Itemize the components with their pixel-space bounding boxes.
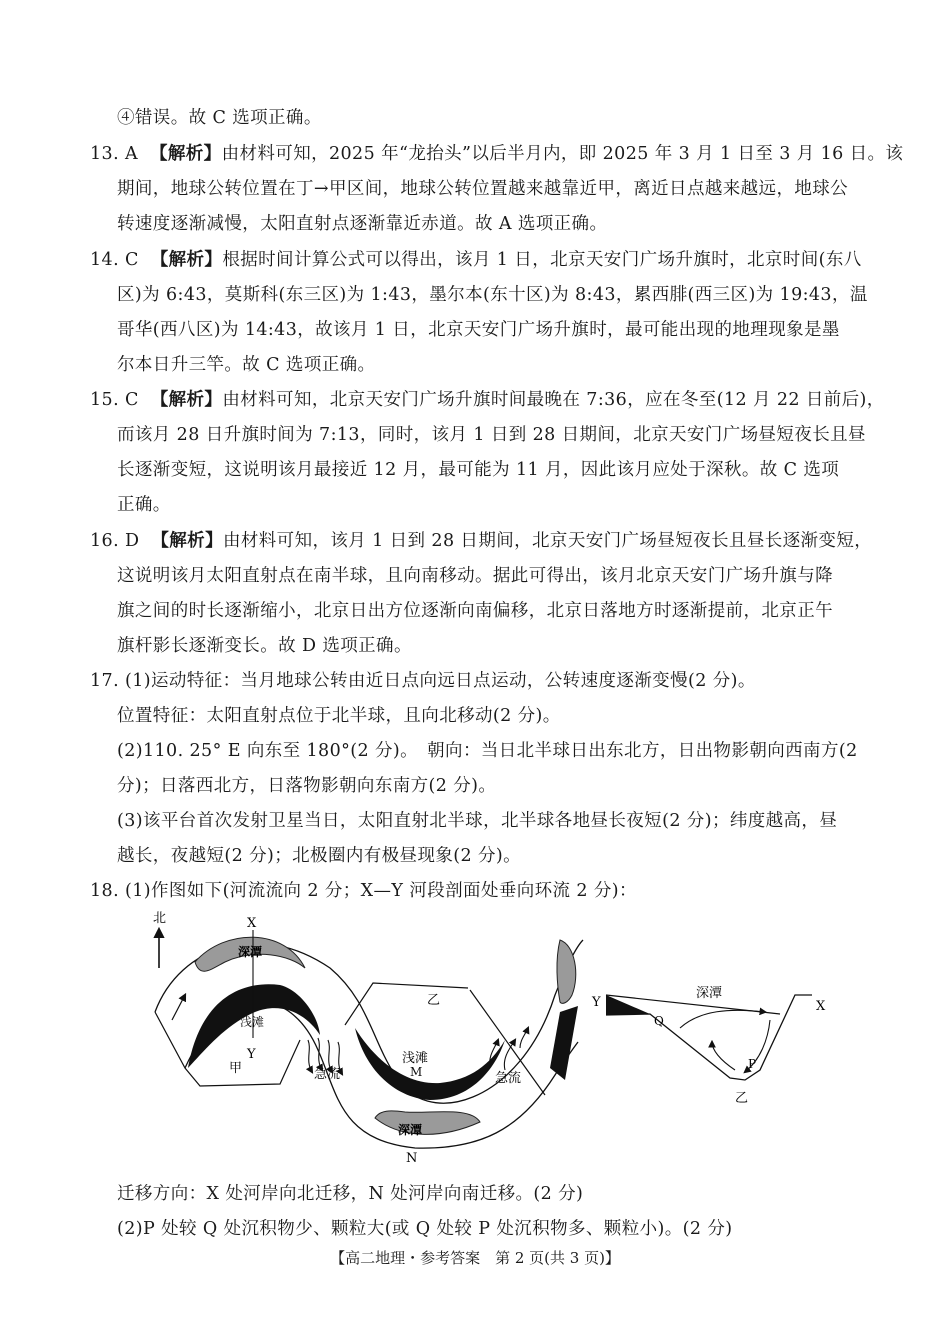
intro-text: ④错误。故 C 选项正确。 bbox=[117, 108, 322, 128]
shoal-right bbox=[550, 1006, 578, 1080]
rapid-arrow-6 bbox=[504, 1040, 515, 1070]
q14-analysis-tag: 【解析】 bbox=[150, 250, 223, 270]
q13-text-1: 由材料可知，2025 年“龙抬头”以后半月内，即 2025 年 3 月 1 日至 3 月 16 日。该 bbox=[221, 144, 904, 164]
q15-line-1 bbox=[90, 386, 885, 411]
q13-number: 13. A bbox=[90, 144, 139, 164]
q13-line-2: 期间，地球公转位置在丁→甲区间，地球公转位置越来越靠近甲，离近日点越来越远，地球公 bbox=[117, 179, 849, 199]
q17-line-6: 越长，夜越短(2 分)；北极圈内有极昼现象(2 分)。 bbox=[117, 846, 522, 866]
label-yi: 乙 bbox=[427, 993, 441, 1008]
q16-line-1 bbox=[90, 527, 872, 552]
section-label-y: Y bbox=[592, 995, 601, 1010]
q18-part-2: (2)P 处较 Q 处沉积物少、颗粒大(或 Q 处较 P 处沉积物多、颗粒小)。(2 分) bbox=[117, 1219, 733, 1239]
q16-text-1: 由材料可知，该月 1 日到 28 日期间，北京天安门广场昼短夜长且昼长逐渐变短， bbox=[222, 531, 873, 551]
label-pool-2: 深潭 bbox=[398, 1123, 423, 1137]
section-riverbed bbox=[606, 995, 812, 1080]
section-circulation-top bbox=[680, 1010, 765, 1028]
label-n: N bbox=[406, 1151, 418, 1166]
river-diagram bbox=[0, 900, 950, 1175]
label-rapid-2: 急流 bbox=[495, 1071, 522, 1086]
label-y: Y bbox=[247, 1047, 256, 1062]
label-x: X bbox=[247, 916, 257, 931]
q14-line-3: 哥华(西八区)为 14:43，故该月 1 日，北京天安门广场升旗时，最可能出现的地理现象是墨 bbox=[117, 320, 840, 340]
section-label-yi: 乙 bbox=[735, 1091, 749, 1106]
q17-line-1: 17. (1)运动特征：当月地球公转由近日点向远日点运动，公转速度逐渐变慢(2 分)。 bbox=[90, 671, 756, 691]
shoal-lower bbox=[355, 1028, 505, 1100]
q14-line-1 bbox=[90, 246, 862, 271]
q14-number: 14. C bbox=[90, 250, 139, 270]
label-rapid-1: 急流 bbox=[314, 1067, 341, 1082]
deep-pool-right bbox=[557, 940, 576, 1003]
rapid-arrow-7 bbox=[520, 1028, 528, 1048]
q18-line-1: 18. (1)作图如下(河流流向 2 分；X—Y 河段剖面处垂向环流 2 分)： bbox=[90, 881, 637, 901]
label-jia: 甲 bbox=[229, 1061, 243, 1076]
q14-text-1: 根据时间计算公式可以得出，该月 1 日，北京天安门广场升旗时，北京时间(东八 bbox=[222, 250, 862, 270]
label-pool-1: 深潭 bbox=[238, 945, 263, 959]
q15-analysis-tag: 【解析】 bbox=[150, 390, 223, 410]
q13-line-3: 转速度逐渐减慢，太阳直射点逐渐靠近赤道。故 A 选项正确。 bbox=[117, 214, 608, 234]
q15-line-3: 长逐渐变短，这说明该月最接近 12 月，最可能为 11 月，因此该月应处于深秋。故 C 选项 bbox=[117, 460, 840, 480]
q14-line-4: 尔本日升三竿。故 C 选项正确。 bbox=[117, 355, 376, 375]
q16-number: 16. D bbox=[90, 531, 140, 551]
rapid-arrow-1 bbox=[308, 1040, 312, 1072]
q17-line-2: 位置特征：太阳直射点位于北半球，且向北移动(2 分)。 bbox=[117, 706, 561, 726]
q17-line-4: 分)；日落西北方，日落物影朝向东南方(2 分)。 bbox=[117, 776, 497, 796]
label-shoal-2: 浅滩 bbox=[402, 1051, 429, 1066]
section-label-q: Q bbox=[654, 1014, 664, 1028]
q16-analysis-tag: 【解析】 bbox=[151, 531, 223, 551]
area-yi-outline bbox=[345, 983, 468, 1025]
q17-line-5: (3)该平台首次发射卫星当日，太阳直射北半球，北半球各地昼长夜短(2 分)；纬度越高，昼 bbox=[117, 811, 838, 831]
q18-migration: 迁移方向：X 处河岸向北迁移，N 处河岸向南迁移。(2 分) bbox=[117, 1184, 584, 1204]
section-label-pool: 深潭 bbox=[696, 986, 723, 1001]
section-label-x: X bbox=[816, 999, 826, 1014]
q15-line-4: 正确。 bbox=[117, 495, 171, 515]
label-m: M bbox=[410, 1065, 423, 1079]
q16-line-2: 这说明该月太阳直射点在南半球，且向南移动。据此可得出，该月北京天安门广场升旗与降 bbox=[117, 566, 833, 586]
flow-arrow-1 bbox=[172, 995, 185, 1020]
q15-number: 15. C bbox=[90, 390, 139, 410]
page-footer: 【高二地理・参考答案 第 2 页(共 3 页)】 bbox=[330, 1249, 620, 1267]
deep-pool-lower bbox=[375, 1111, 480, 1134]
q15-text-1: 由材料可知，北京天安门广场升旗时间最晚在 7:36，应在冬至(12 月 22 日前后)， bbox=[222, 390, 885, 410]
q13-line-1 bbox=[90, 140, 903, 165]
q17-line-3: (2)110. 25° E 向东至 180°(2 分)。 朝向：当日北半球日出东北方，日出物影朝向西南方(2 bbox=[117, 741, 858, 761]
q13-analysis-tag: 【解析】 bbox=[149, 144, 222, 164]
q16-line-3: 旗之间的时长逐渐缩小，北京日出方位逐渐向南偏移，北京日落地方时逐渐提前，北京正午 bbox=[117, 601, 833, 621]
q16-line-4: 旗杆影长逐渐变长。故 D 选项正确。 bbox=[117, 636, 412, 656]
north-label: 北 bbox=[153, 911, 167, 926]
section-label-p: P bbox=[748, 1057, 757, 1071]
q14-line-2: 区)为 6:43，莫斯科(东三区)为 1:43，墨尔本(东十区)为 8:43，累西腓(西三区)为 19:43，温 bbox=[117, 285, 868, 305]
label-shoal-1: 浅滩 bbox=[240, 1015, 265, 1029]
q15-line-2: 而该月 28 日升旗时间为 7:13，同时，该月 1 日到 28 日期间，北京天安门广场昼短夜长且昼 bbox=[117, 425, 866, 445]
